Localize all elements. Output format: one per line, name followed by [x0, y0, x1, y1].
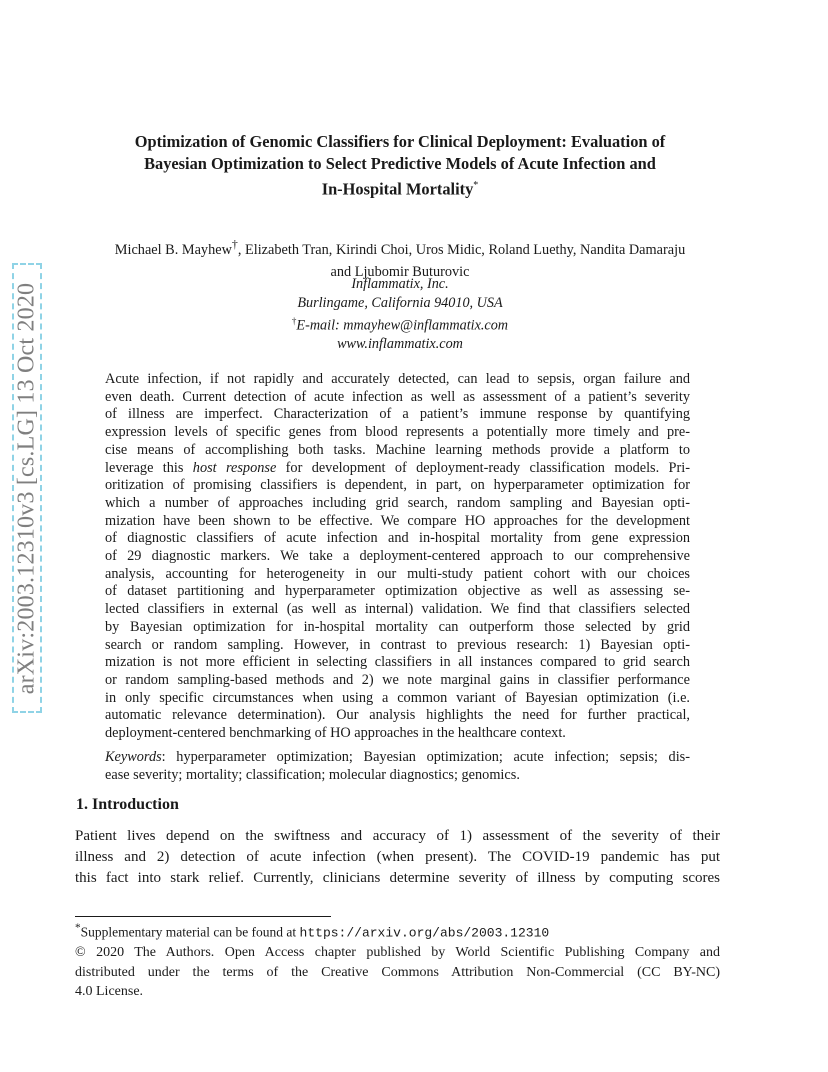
abstract-line: expression levels of specific genes from blood represents a potentially more timely and pre-: [105, 424, 690, 441]
abstract-line: in only specific circumstances when using a common variant of Bayesian optimization (i.e.: [105, 689, 690, 706]
keywords-block: [105, 749, 690, 784]
footnote: [75, 919, 720, 943]
abstract-line: of 29 diagnostic markers. We take a deployment-centered approach to our comprehensive: [105, 548, 690, 565]
affiliation-block: [150, 275, 650, 354]
abstract-line: deployment-centered benchmarking of HO approaches in the healthcare context.: [105, 725, 566, 742]
abstract-line: oritization of promising classifiers is dependent, in part, on hyperparameter optimization for: [105, 477, 690, 494]
body-line: illness and 2) detection of acute infection (when present). The COVID-19 pandemic has put: [75, 849, 720, 865]
abstract-line: of illness are imperfect. Characterization of a patient’s immune response by quantifying: [105, 406, 690, 423]
title-line-2: Bayesian Optimization to Select Predictive Models of Acute Infection and: [144, 154, 656, 173]
abstract-line: analysis, accounting for heterogeneity in our multi-study patient cohort with our choices: [105, 565, 690, 582]
abstract-line: leverage this host response for development of deployment-ready classification models. Pri-: [105, 459, 690, 476]
abstract-line: of diagnostic classifiers of acute infection and in-hospital mortality from gene expression: [105, 530, 690, 547]
section-heading-introduction: 1. Introduction: [76, 796, 179, 813]
abstract: [105, 371, 690, 743]
footnote-mark: *: [75, 922, 81, 934]
abstract-line: mization have been shown to be effective. We compare HO approaches for the development: [105, 512, 690, 529]
author-dagger-mark: †: [231, 237, 238, 251]
abstract-line: mization is not more efficient in selecting classifiers in all instances compared to grid search: [105, 654, 690, 671]
abstract-line: search or random sampling. However, in contrast to previous research: 1) Bayesian opti-: [105, 636, 690, 653]
license-line: 4.0 License.: [75, 984, 144, 999]
abstract-line: Acute infection, if not rapidly and accurately detected, can lead to sepsis, organ failure and: [105, 371, 690, 387]
keywords-line-2: ease severity; mortality; classification; molecular diagnostics; genomics.: [105, 766, 520, 783]
body-line: this fact into stark relief. Currently, clinicians determine severity of illness by computing scores: [75, 870, 720, 886]
abstract-line: or random sampling-based methods and 2) we note marginal gains in classifier performance: [105, 671, 690, 688]
arxiv-identifier-stamp[interactable]: [12, 263, 42, 713]
host-response-emphasis: host response: [192, 459, 277, 476]
abstract-line: even death. Current detection of acute infection as well as assessment of a patient’s severity: [105, 388, 690, 405]
footnote-divider: [75, 916, 331, 917]
title-line-1: Optimization of Genomic Classifiers for Clinical Deployment: Evaluation of: [134, 132, 666, 151]
license-line: © 2020 The Authors. Open Access chapter published by World Scientific Publishing Company and: [75, 945, 720, 960]
arxiv-identifier-text: arXiv:2003.12310v3 [cs.LG] 13 Oct 2020: [13, 282, 40, 694]
introduction-paragraph: [75, 826, 720, 889]
abstract-line: cise means of accomplishing both tasks. Machine learning methods provide a platform to: [105, 441, 690, 458]
affiliation-website[interactable]: www.inflammatix.com: [337, 336, 463, 353]
affiliation-email[interactable]: †E-mail: mmayhew@inflammatix.com: [291, 316, 509, 334]
body-line: Patient lives depend on the swiftness and accuracy of 1) assessment of the severity of their: [75, 828, 720, 844]
title-line-3: In-Hospital Mortality*: [321, 179, 479, 199]
keywords-label: Keywords: [105, 749, 162, 765]
license-line: distributed under the terms of the Creative Commons Attribution Non-Commercial (CC BY-NC): [75, 964, 720, 980]
license-notice: [75, 943, 720, 1002]
paper-title: [80, 131, 720, 200]
supplementary-url-link[interactable]: https://arxiv.org/abs/2003.12310: [299, 925, 550, 941]
affiliation-address: Burlingame, California 94010, USA: [297, 294, 503, 311]
keywords-line-1: Keywords: hyperparameter optimization; Bayesian optimization; acute infection; sepsis; dis-: [105, 749, 690, 765]
abstract-line: which a number of approaches including grid search, random sampling and Bayesian opti-: [105, 494, 690, 511]
footnote-line: *Supplementary material can be found at https://arxiv.org/abs/2003.12310: [75, 922, 550, 941]
title-footnote-mark: *: [473, 180, 479, 191]
abstract-line: of dataset partitioning and hyperparameter optimization objective as well as assessing se-: [105, 583, 690, 600]
abstract-line: lected classifiers in external (as well as internal) validation. We find that classifiers selected: [105, 601, 690, 618]
affiliation-org: Inflammatix, Inc.: [351, 276, 449, 292]
author-line-2: and Ljubomir Buturovic: [330, 263, 470, 280]
abstract-line: automatic relevance determination). Our analysis highlights the need for further practical,: [105, 707, 690, 724]
abstract-line: by Bayesian optimization for in-hospital mortality can outperform those selected by grid: [105, 618, 690, 635]
author-line-1: Michael B. Mayhew†, Elizabeth Tran, Kirindi Choi, Uros Midic, Roland Luethy, Nandita Damaraju: [114, 237, 686, 258]
